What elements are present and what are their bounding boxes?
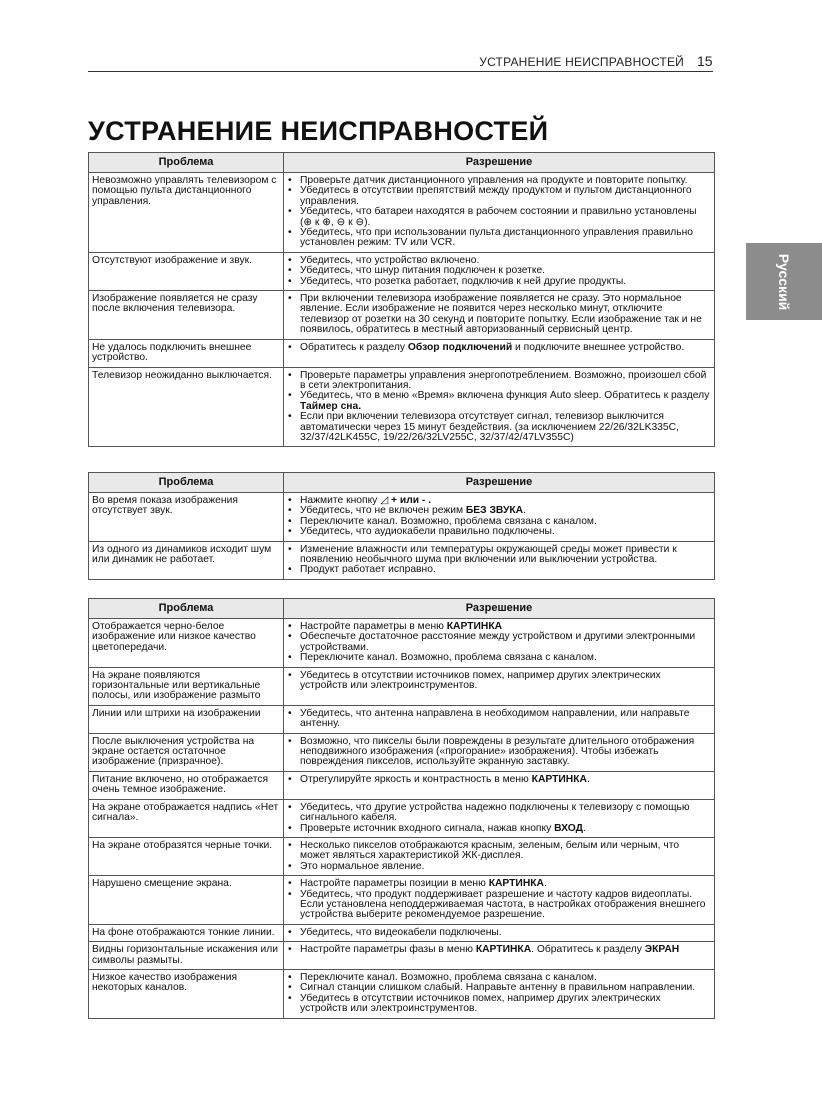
menu-reference: ЭКРАН [644,944,680,956]
solution-item: • Убедитесь, что антенна направлена в необходимом направлении, или направьте антенну. [287,709,710,730]
table-row [89,837,715,875]
table-header-row [89,153,715,173]
solution-item: • Убедитесь, что шнур питания подключен к розетке. [287,266,710,276]
solution-item: • Убедитесь, что розетка работает, подключив к ней другие продукты. [287,277,710,287]
table-row [89,799,715,837]
solution-cell [284,291,715,340]
item-text: Проверьте источник входного сигнала, нажав кнопку [300,822,555,834]
solution-cell [284,837,715,875]
table-row [89,173,715,253]
menu-reference: Таймер сна. [300,400,362,412]
problem-cell: Отображается черно-белое изображение или низкое качество цветопередачи. [89,619,284,668]
solution-item: • Сигнал станции слишком слабый. Направьте антенну в правильном направлении. [287,983,710,993]
item-text: . [523,505,526,517]
solution-item: • Убедитесь, что батареи находятся в рабочем состоянии и правильно установлены (⊕ к ⊕, ⊖ к ⊖). [287,207,710,228]
item-text: Настройте параметры фазы в меню [300,944,476,956]
language-tab-label: Русский [776,253,792,310]
problem-cell: После выключения устройства на экране остается остаточное изображение (призрачное). [89,733,284,771]
solution-item: • Убедитесь, что устройство включено. [287,256,710,266]
table-row [89,367,715,447]
solution-cell [284,339,715,367]
solution-cell [284,667,715,705]
item-text: Настройте параметры позиции в меню [300,878,489,890]
solution-cell [284,705,715,733]
solution-item: • Переключите канал. Возможно, проблема связана с каналом. [287,517,710,527]
page-title: УСТРАНЕНИЕ НЕИСПРАВНОСТЕЙ [88,116,549,146]
solution-cell [284,876,715,925]
item-text: Отрегулируйте яркость и контрастность в меню [300,773,532,785]
solution-item [287,775,710,785]
table-row [89,667,715,705]
column-header-solution: Разрешение [284,473,715,493]
problem-cell: Из одного из динамиков исходит шум или динамик не работает. [89,541,284,579]
solution-item: • Это нормальное явление. [287,862,710,872]
solution-item: • Убедитесь, что продукт поддерживает разрешение и частоту кадров видеоплаты. Если установлена неподдерживаемая частота, в настройках отображения внешнего устройства выберите рекомендуемое разрешение. [287,890,710,921]
item-text: Нажмите кнопку [300,495,381,506]
solution-item: • Несколько пикселов отображаются красным, зеленым, белым или черным, что может являться характеристикой ЖК-дисплея. [287,841,710,862]
volume-icon: ◿ [380,495,389,506]
table-row [89,771,715,799]
problem-cell: На экране отображается надпись «Нет сигнала». [89,799,284,837]
item-text: . Обратитесь к разделу [531,944,645,956]
solution-item [287,945,710,955]
menu-reference: КАРТИНКА [531,773,587,785]
troubleshooting-table-picture [88,598,715,1019]
problem-cell: Отсутствуют изображение и звук. [89,252,284,290]
table-row [89,942,715,970]
table-row [89,705,715,733]
menu-reference: КАРТИНКА [475,944,532,956]
table-row [89,339,715,367]
table-row [89,924,715,941]
column-header-solution: Разрешение [284,153,715,173]
solution-cell [284,541,715,579]
column-header-solution: Разрешение [284,599,715,619]
solution-item: • Убедитесь, что видеокабели подключены. [287,928,710,938]
problem-cell: Невозможно управлять телевизором с помощью пульта дистанционного управления. [89,173,284,253]
troubleshooting-table-audio [88,472,715,580]
table-row [89,876,715,925]
solution-cell [284,942,715,970]
column-header-problem: Проблема [89,599,284,619]
problem-cell: Изображение появляется не сразу после включения телевизора. [89,291,284,340]
solution-item: • Если при включении телевизора отсутствует сигнал, телевизор выключится автоматически через 15 минут бездействия. (за исключением 22/26/32LK335C, 32/37/42LK455C, 19/22/26/32LV255C, 32/37/42/47LV355C) [287,412,710,443]
table-row [89,969,715,1018]
problem-cell: Низкое качество изображения некоторых каналов. [89,969,284,1018]
solution-item: • При включении телевизора изображение появляется не сразу. Это нормальное явление. Если изображение не появится через несколько минут, отключите телевизор от розетки на 30 секунд и повторите попытку. Если изображение так и не появилось, обратитесь в местный авторизованный сервисный центр. [287,294,710,336]
solution-item: • Проверьте датчик дистанционного управления на продукте и повторите попытку. [287,176,710,186]
solution-item: • Изменение влажности или температуры окружающей среды может привести к появлению необычного шума при включении или выключении устройства. [287,545,710,566]
table-row [89,733,715,771]
problem-cell: Линии или штрихи на изображении [89,705,284,733]
solution-cell [284,367,715,447]
solution-cell [284,799,715,837]
item-text: Обратитесь к разделу [300,341,408,353]
table-header-row [89,599,715,619]
item-text: Настройте параметры в меню [300,621,447,632]
solution-cell [284,493,715,542]
item-text: и подключите внешнее устройство. [512,341,685,353]
solution-item [287,343,710,353]
solution-item [287,391,710,412]
problem-cell: На экране появляются горизонтальные или вертикальные полосы, или изображение размыто [89,667,284,705]
menu-reference: КАРТИНКА [488,878,544,890]
item-text: Убедитесь, что не включен режим [300,505,466,517]
table-row [89,541,715,579]
solution-item: • Переключите канал. Возможно, проблема связана с каналом. [287,973,710,983]
solution-cell [284,252,715,290]
page-number: 15 [697,53,713,69]
language-tab [746,243,822,320]
solution-cell [284,173,715,253]
solution-item: • Переключите канал. Возможно, проблема связана с каналом. [287,653,710,663]
problem-cell: Нарушено смещение экрана. [89,876,284,925]
menu-reference: КАРТИНКА [446,621,503,632]
solution-item: • Убедитесь в отсутствии источников помех, например других электрических устройств или электроинструментов. [287,671,710,692]
problem-cell: Не удалось подключить внешнее устройство. [89,339,284,367]
item-text: . [586,773,590,785]
solution-cell [284,969,715,1018]
item-text: + или - . [388,495,432,506]
solution-cell [284,924,715,941]
table-row [89,252,715,290]
menu-reference: ВХОД [554,822,583,834]
item-text: . [544,878,547,890]
solution-item: • Убедитесь, что другие устройства надежно подключены к телевизору с помощью сигнального кабеля. [287,803,710,824]
solution-cell [284,771,715,799]
table-row [89,291,715,340]
problem-cell: Телевизор неожиданно выключается. [89,367,284,447]
table-row [89,619,715,668]
solution-item: • Возможно, что пикселы были повреждены в результате длительного отображения неподвижного изображения («прогорание» изображения). Чтобы избежать повреждения пикселов, используйте экранную заставку. [287,737,710,768]
menu-reference: БЕЗ ЗВУКА [465,505,524,517]
problem-cell: Питание включено, но отображается очень темное изображение. [89,771,284,799]
problem-cell: На фоне отображаются тонкие линии. [89,924,284,941]
table-header-row [89,473,715,493]
solution-item: • Продукт работает исправно. [287,565,710,575]
column-header-problem: Проблема [89,153,284,173]
solution-cell [284,733,715,771]
solution-cell [284,619,715,668]
solution-item: • Убедитесь, что аудиокабели правильно подключены. [287,527,710,537]
solution-item: • Обеспечьте достаточное расстояние между устройством и другими электронными устройствами. [287,632,710,653]
problem-cell: Видны горизонтальные искажения или символы размыты. [89,942,284,970]
running-header: УСТРАНЕНИЕ НЕИСПРАВНОСТЕЙ [479,55,684,69]
solution-item [287,879,710,889]
column-header-problem: Проблема [89,473,284,493]
solution-item: • Убедитесь в отсутствии источников помех, например других электрических устройств или электроинструментов. [287,994,710,1015]
problem-cell: Во время показа изображения отсутствует звук. [89,493,284,542]
item-text: . [583,822,586,834]
item-text: Убедитесь, что в меню «Время» включена функция Auto sleep. Обратитесь к разделу [300,390,710,402]
header-rule [88,71,713,72]
solution-item: • Убедитесь, что при использовании пульта дистанционного управления правильно установлен режим: TV или VCR. [287,228,710,249]
table-row [89,493,715,542]
menu-reference: Обзор подключений [407,341,513,353]
solution-item: • Убедитесь в отсутствии препятствий между продуктом и пультом дистанционного управления. [287,186,710,207]
problem-cell: На экране отобразятся черные точки. [89,837,284,875]
solution-item [287,824,710,834]
solution-item: • Проверьте параметры управления энергопотреблением. Возможно, произошел сбой в сети электропитания. [287,371,710,392]
troubleshooting-table-general [88,152,715,447]
